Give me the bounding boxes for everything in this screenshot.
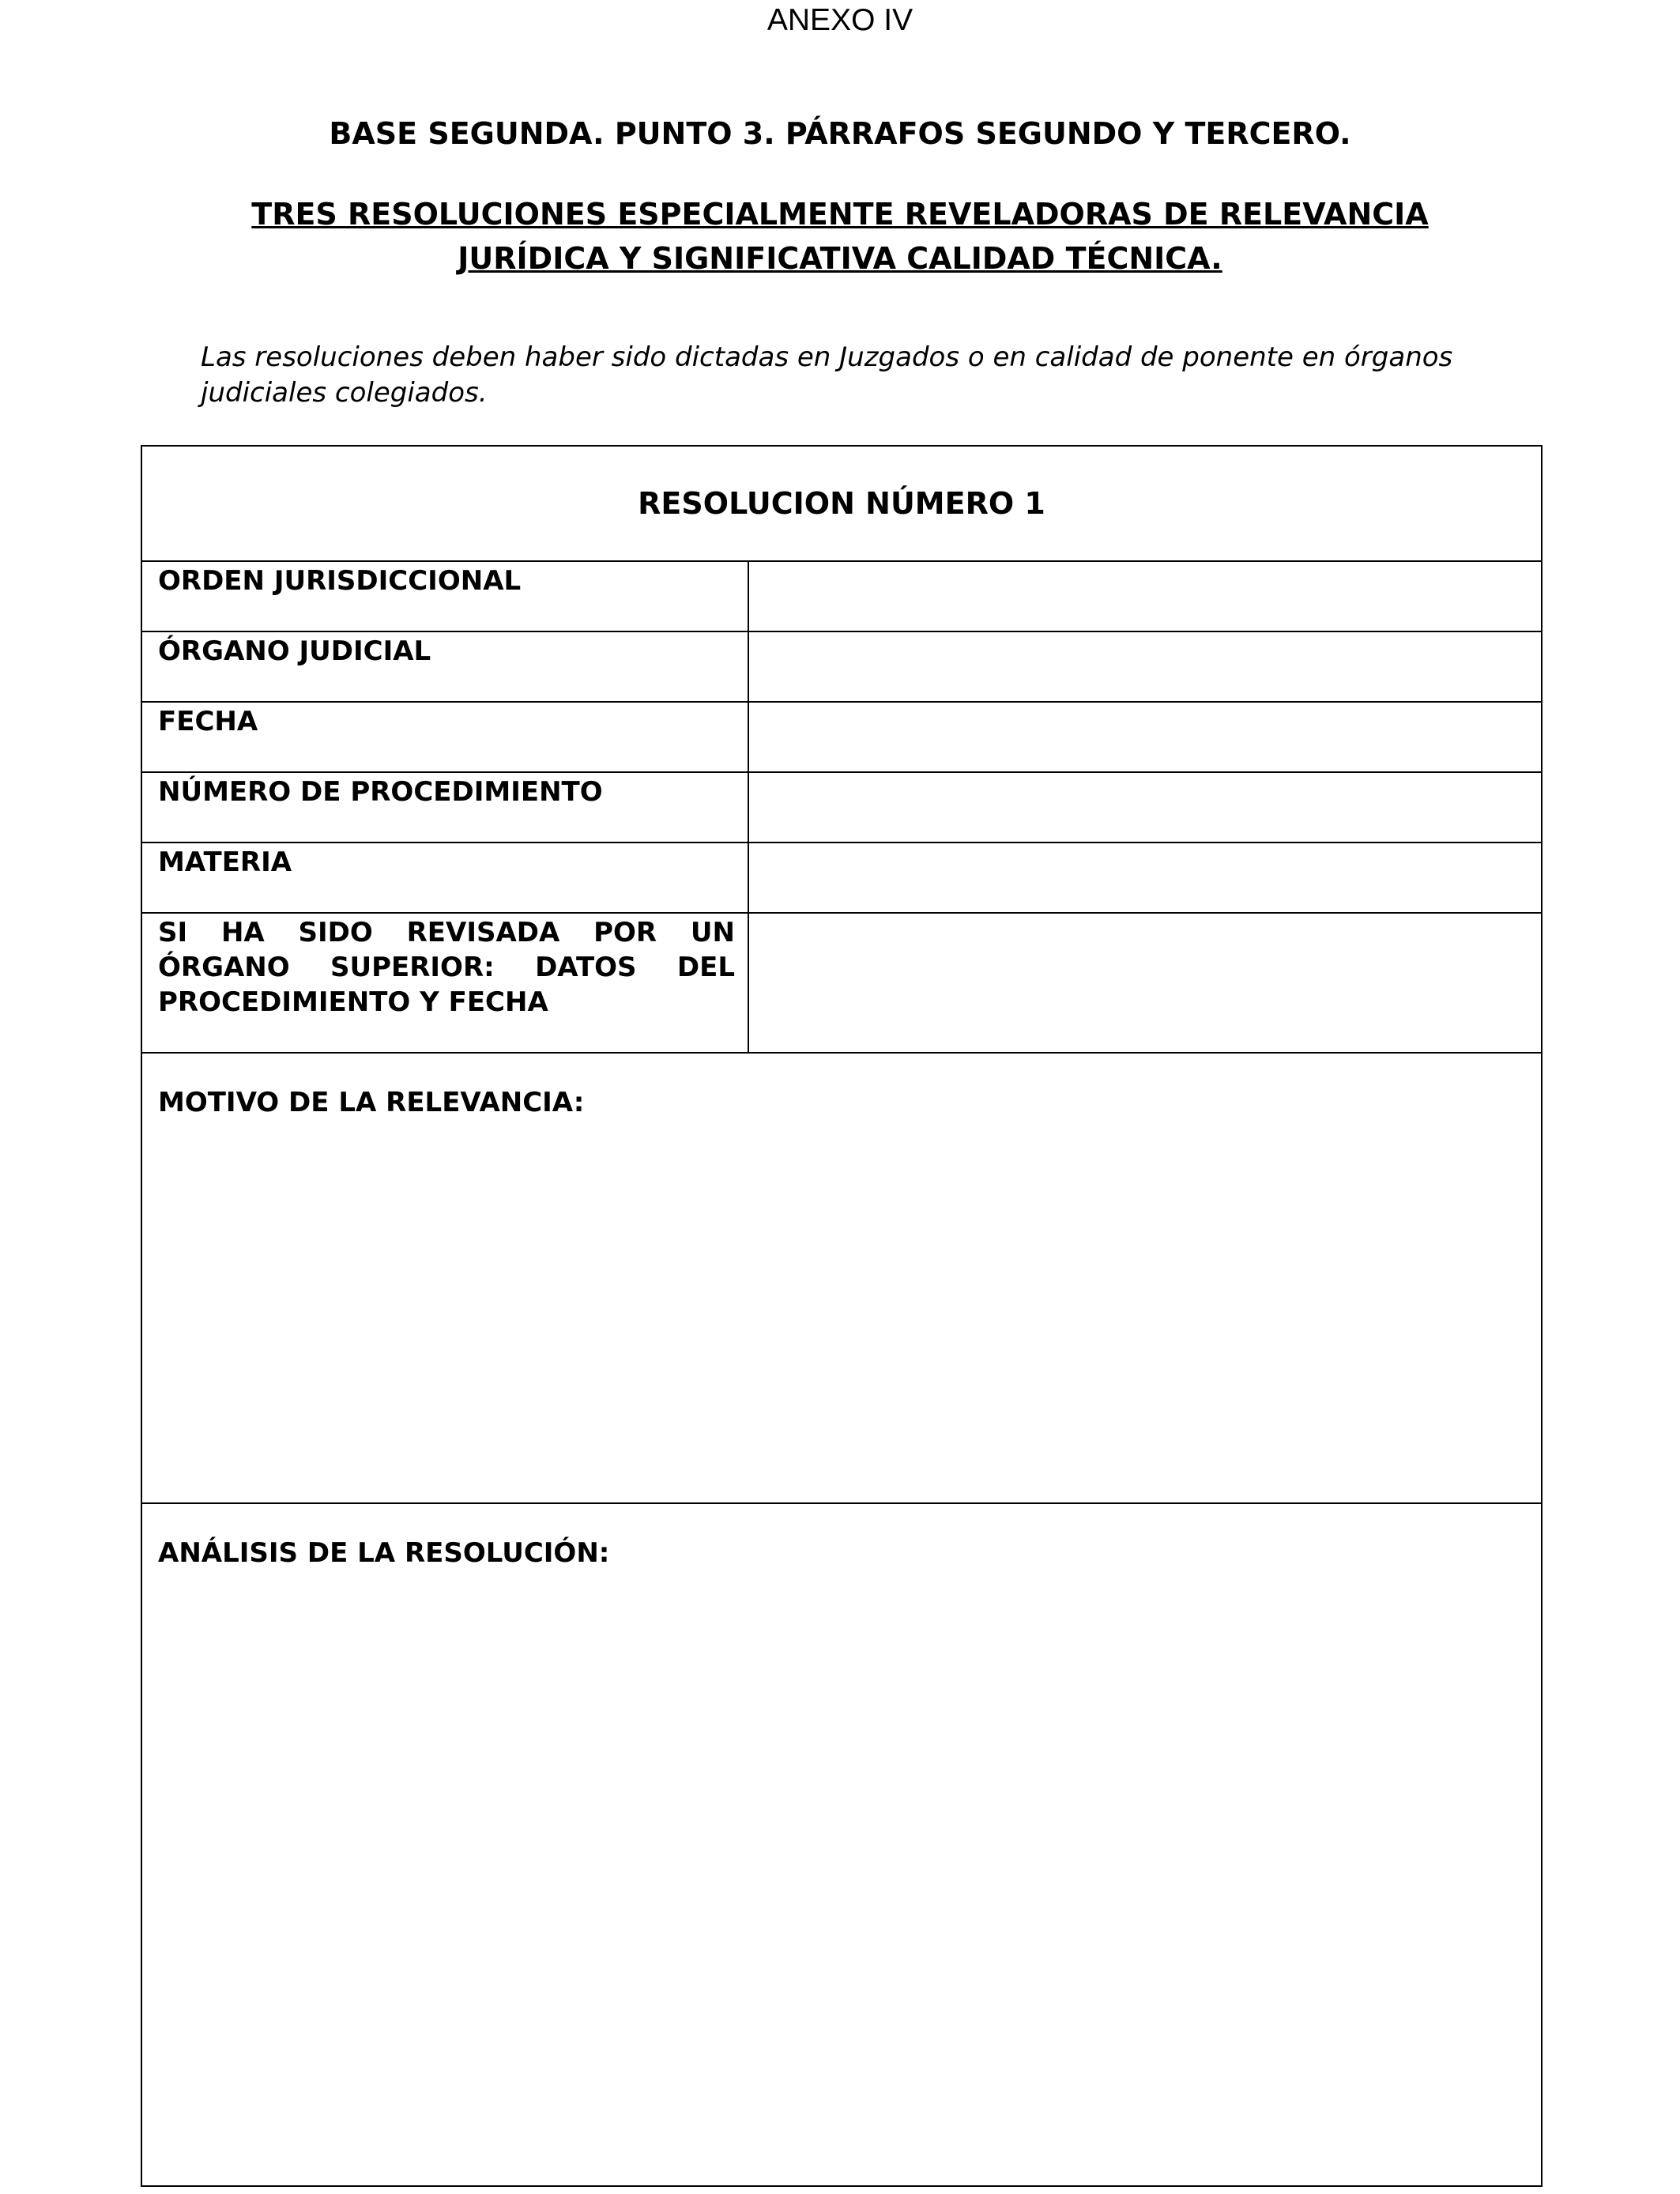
analisis-resolucion-field[interactable] [142,1577,1541,2177]
orden-jurisdiccional-label: ORDEN JURISDICCIONAL [158,565,522,597]
subtitle-line-2: JURÍDICA Y SIGNIFICATIVA CALIDAD TÉCNICA. [458,241,1222,276]
form-title: RESOLUCION NÚMERO 1 [638,486,1045,521]
subtitle-line-1: TRES RESOLUCIONES ESPECIALMENTE REVELADORAS DE RELEVANCIA [251,197,1429,232]
base-heading: BASE SEGUNDA. PUNTO 3. PÁRRAFOS SEGUNDO Y TERCERO. [329,116,1351,151]
organo-judicial-field[interactable] [749,632,1541,701]
numero-procedimiento-field[interactable] [749,773,1541,842]
fecha-label: FECHA [158,706,258,737]
numero-procedimiento-label: NÚMERO DE PROCEDIMIENTO [158,776,603,808]
document-subtitle [0,192,1680,281]
materia-field[interactable] [749,843,1541,912]
intro-line-1: Las resoluciones deben haber sido dictadas en Juzgados o en calidad de ponente en órganos [201,341,1453,373]
motivo-relevancia-field[interactable] [142,1126,1541,1498]
row-divider [142,1502,1541,1504]
resolution-form [141,445,1543,2187]
organo-judicial-label: ÓRGANO JUDICIAL [158,635,431,667]
fecha-field[interactable] [749,703,1541,771]
annex-title: ANEXO IV [767,3,913,37]
materia-label: MATERIA [158,846,292,878]
orden-jurisdiccional-field[interactable] [749,562,1541,631]
motivo-relevancia-label: MOTIVO DE LA RELEVANCIA: [158,1087,585,1118]
row-divider [142,1052,1541,1054]
revision-superior-label: SI HA SIDO REVISADA POR UN ÓRGANO SUPERIOR: DATOS DEL PROCEDIMIENTO Y FECHA [158,917,735,1018]
revision-superior-field[interactable] [749,914,1541,1052]
intro-paragraph [201,340,1544,411]
analisis-resolucion-label: ANÁLISIS DE LA RESOLUCIÓN: [158,1537,610,1569]
intro-line-2: judiciales colegiados. [201,377,488,409]
